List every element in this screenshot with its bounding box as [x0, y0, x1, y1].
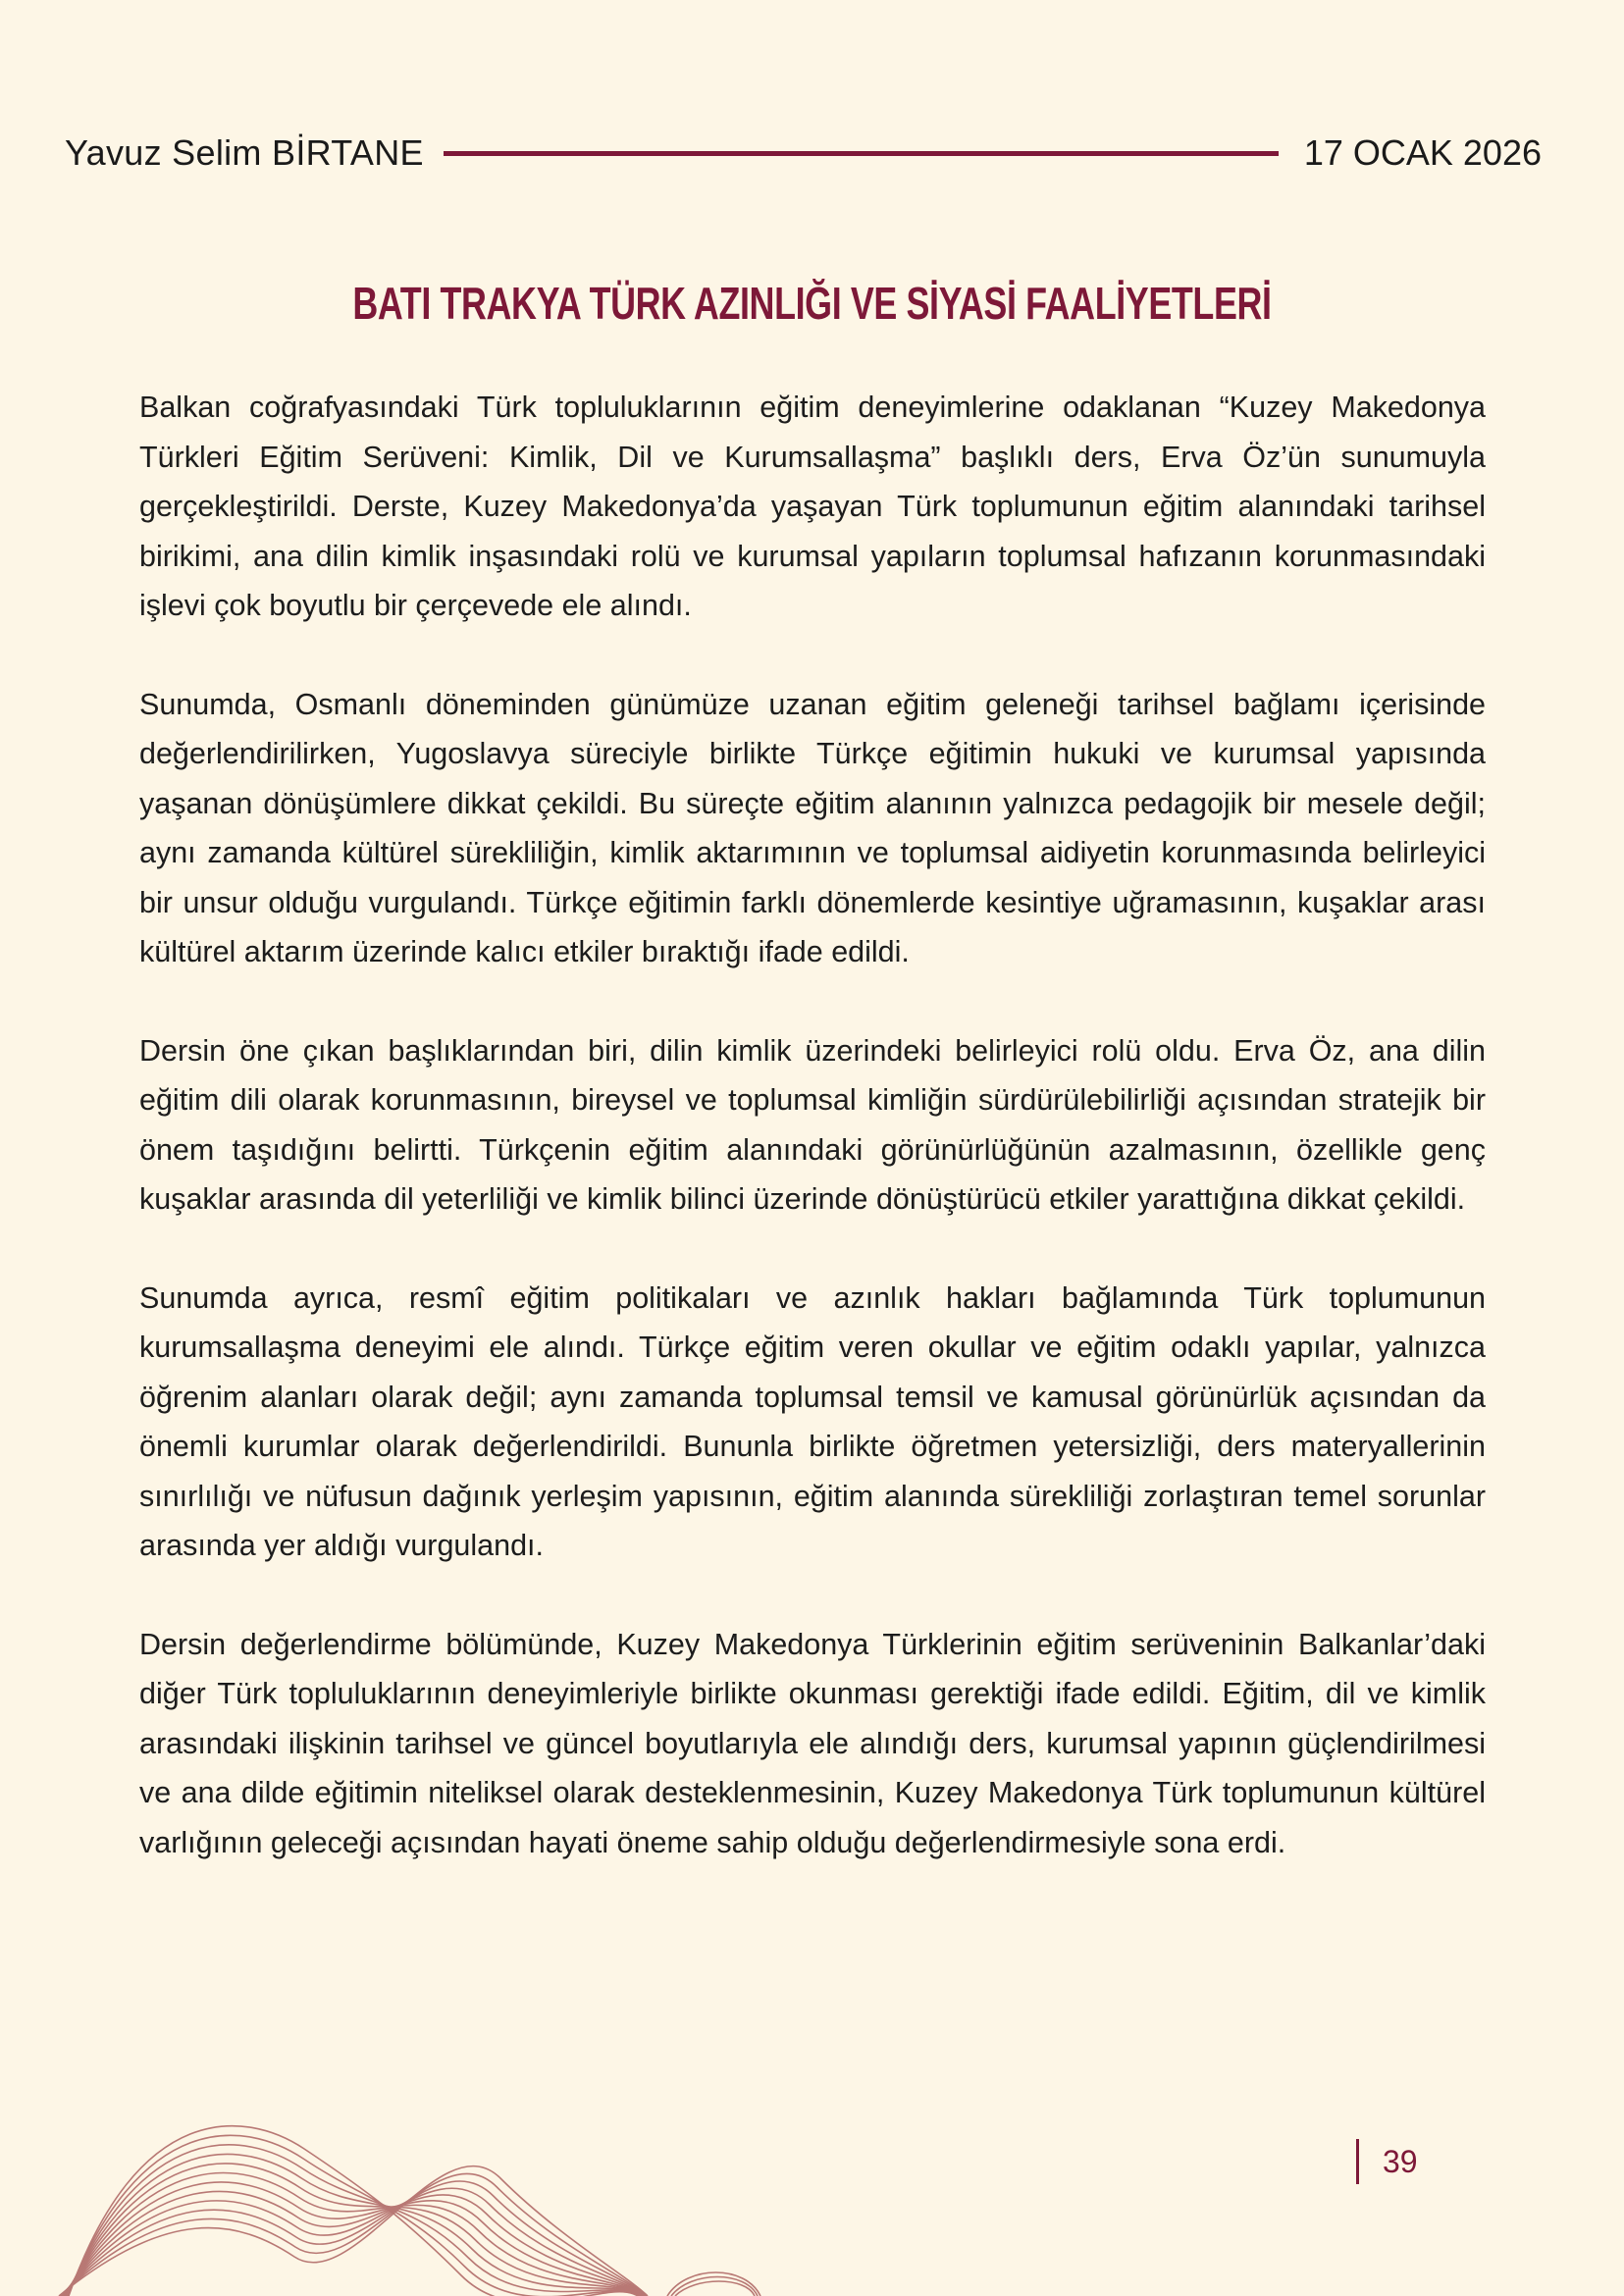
paragraph: Sunumda, Osmanlı döneminden günümüze uzanan eğitim geleneği tarihsel bağlamı içerisinde değerlendirilirken, Yugoslavya süreciyle birlikte Türkçe eğitimin hukuki ve kurumsal yapısında yaşanan dönüşümlere dikkat çekildi. Bu süreçte eğitim alanının yalnızca pedagojik bir mesele değil; aynı zamanda kültürel sürekliliğin, kimlik aktarımının ve toplumsal aidiyetin korunmasında belirleyici bir unsur olduğu vurgulandı. Türkçe eğitimin farklı dönemlerde kesintiye uğramasının, kuşaklar arası kültürel aktarım üzerinde kalıcı etkiler bıraktığı ifade edildi.: [139, 687, 1486, 968]
decorative-wave-lines: [0, 2110, 883, 2296]
page-number-block: [1356, 2139, 1418, 2184]
article-body: [139, 383, 1486, 1916]
page-header: [65, 130, 1542, 177]
publication-date: 17 OCAK 2026: [1303, 132, 1542, 173]
paragraph: Sunumda ayrıca, resmî eğitim politikaları ve azınlık hakları bağlamında Türk toplumunun kurumsallaşma deneyimi ele alındı. Türkçe eğitim veren okullar ve eğitim odaklı yapılar, yalnızca öğrenim alanları olarak değil; aynı zamanda toplumsal temsil ve kamusal görünürlük açısından da önemli kurumlar olarak değerlendirildi. Bununla birlikte öğretmen yetersizliği, ders materyallerinin sınırlılığı ve nüfusun dağınık yerleşim yapısının, eğitim alanında sürekliliği zorlaştıran temel sorunlar arasında yer aldığı vurgulandı.: [139, 1280, 1486, 1562]
wave-line: [68, 2135, 639, 2296]
page-number-bar: [1356, 2139, 1359, 2184]
paragraph: Dersin değerlendirme bölümünde, Kuzey Makedonya Türklerinin eğitim serüveninin Balkanlar’daki diğer Türk topluluklarının deneyimleriyle birlikte okunması gerektiği ifade edildi. Eğitim, dil ve kimlik arasındaki ilişkinin tarihsel ve güncel boyutlarıyla ele alındığı ders, kurumsal yapının güçlendirilmesi ve ana dilde eğitimin niteliksel olarak desteklenmesinin, Kuzey Makedonya Türk toplumunun kültürel varlığının geleceği açısından hayati öneme sahip olduğu değerlendirmesiyle sona erdi.: [139, 1627, 1486, 1859]
page-number: 39: [1383, 2143, 1418, 2179]
wave-line: [59, 2166, 648, 2296]
paragraph: Balkan coğrafyasındaki Türk topluluklarının eğitim deneyimlerine odaklanan “Kuzey Makedonya Türkleri Eğitim Serüveni: Kimlik, Dil ve Kurumsallaşma” başlıklı ders, Erva Öz’ün sunumuyla gerçekleştirildi. Derste, Kuzey Makedonya’da yaşayan Türk toplumunun eğitim alanındaki tarihsel birikimi, ana dilin kimlik inşasındaki rolü ve kurumsal yapıların toplumsal hafızanın korunmasındaki işlevi çok boyutlu bir çerçevede ele alındı.: [139, 391, 1486, 622]
author-name: Yavuz Selim BİRTANE: [65, 132, 424, 173]
paragraph: Dersin öne çıkan başlıklarından biri, dilin kimlik üzerindeki belirleyici rolü oldu. Erva Öz, ana dilin eğitim dili olarak korunmasının, bireysel ve toplumsal kimliğin sürdürülebilirliği açısından stratejik bir önem taşıdığını belirtti. Türkçenin eğitim alanındaki görünürlüğünün azalmasının, özellikle genç kuşaklar arasında dil yeterliliği ve kimlik bilinci üzerinde dönüştürücü etkiler yarattığına dikkat çekildi.: [139, 1033, 1486, 1216]
header-divider: [444, 151, 1279, 156]
article-title: BATI TRAKYA TÜRK AZINLIĞI VE SİYASİ FAALİYETLERİ: [352, 278, 1272, 329]
